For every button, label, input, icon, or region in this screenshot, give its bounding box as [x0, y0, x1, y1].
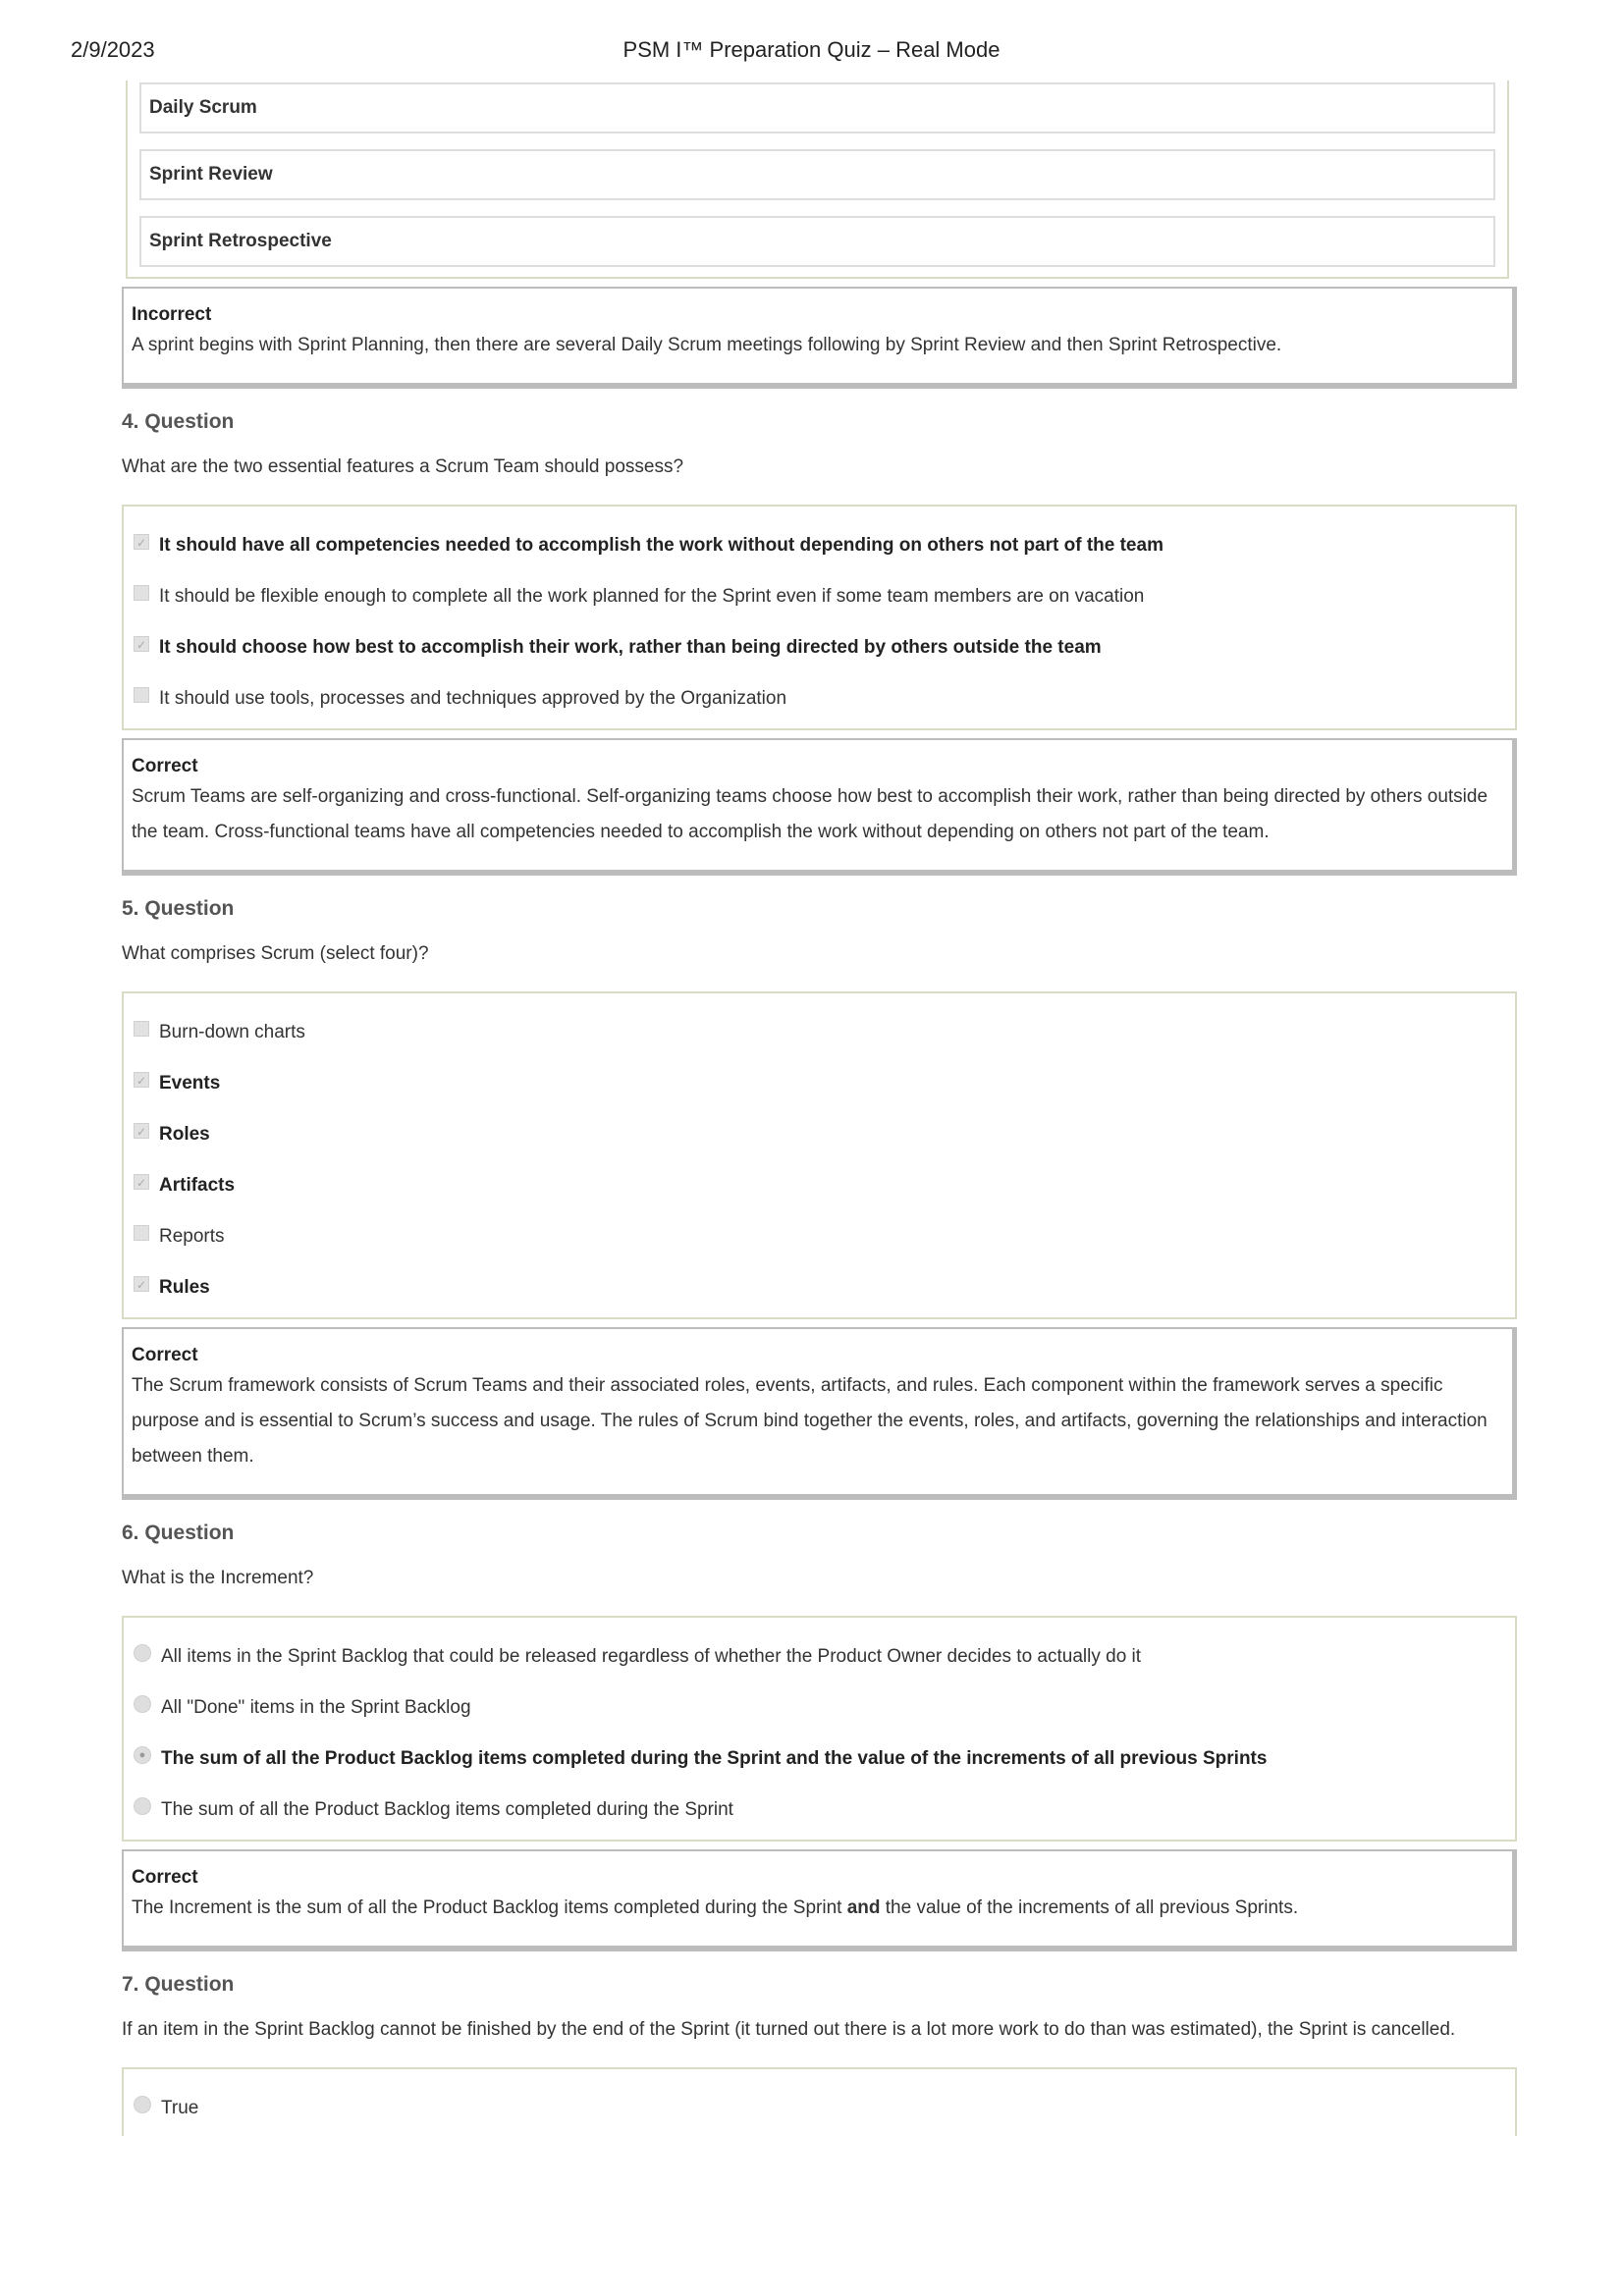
q5-text: What comprises Scrum (select four)? [122, 943, 429, 964]
radio-icon[interactable] [134, 2096, 151, 2113]
checkbox-checked-icon[interactable]: ✓ [134, 1123, 149, 1139]
print-date: 2/9/2023 [71, 37, 155, 62]
radio-icon[interactable] [134, 1695, 151, 1713]
q5-option[interactable] [134, 1160, 1505, 1211]
q4-feedback [122, 738, 1517, 876]
option-label: It should have all competencies needed to accomplish the work without depending on others not part of the team [159, 535, 1163, 556]
q3-answer-item[interactable]: Sprint Retrospective [139, 216, 1495, 267]
feedback-text [132, 1891, 1504, 1926]
q4-options [122, 505, 1517, 730]
q5-option[interactable] [134, 1109, 1505, 1160]
q3-answer-item[interactable]: Sprint Review [139, 149, 1495, 200]
feedback-text-emphasis: and [846, 1897, 881, 1918]
quiz-content [122, 80, 1517, 2136]
feedback-status: Correct [132, 1867, 198, 1888]
checkbox-icon[interactable] [134, 585, 149, 601]
feedback-text: A sprint begins with Sprint Planning, then there are several Daily Scrum meetings following by Sprint Review and then Sprint Retrospective. [132, 335, 1282, 355]
q5-title: 5. Question [122, 897, 235, 920]
feedback-text-part: The Increment is the sum of all the Product Backlog items completed during the Sprint [132, 1897, 847, 1918]
q5-option[interactable] [134, 1262, 1505, 1313]
feedback-text: The Scrum framework consists of Scrum Teams and their associated roles, events, artifacts, and rules. Each component within the framework serves a specific purpose and is essential to Scrum’s success and usage. The rules of Scrum bind together the events, roles, and artifacts, governing the relationships and interaction between them. [132, 1375, 1488, 1467]
q6-option[interactable] [134, 1682, 1505, 1734]
q7-options [122, 2067, 1517, 2136]
feedback-status: Incorrect [132, 304, 212, 325]
checkbox-checked-icon[interactable]: ✓ [134, 1072, 149, 1088]
feedback-text: Scrum Teams are self-organizing and cross-functional. Self-organizing teams choose how best to accomplish their work, rather than being directed by others outside the team. Cross-functional teams have all competencies needed to accomplish the work without depending on others not part of the team. [132, 786, 1488, 842]
q6-option[interactable] [134, 1631, 1505, 1682]
checkbox-checked-icon[interactable]: ✓ [134, 636, 149, 652]
option-label: The sum of all the Product Backlog items completed during the Sprint [161, 1799, 733, 1820]
q5-options [122, 991, 1517, 1319]
q4-title: 4. Question [122, 410, 235, 433]
feedback-status: Correct [132, 1345, 198, 1365]
q5-feedback [122, 1327, 1517, 1500]
option-label: The sum of all the Product Backlog items completed during the Sprint and the value of the increments of all previous Sprints [161, 1748, 1268, 1769]
q6-option[interactable] [134, 1734, 1505, 1785]
q6-options [122, 1616, 1517, 1842]
option-label: All items in the Sprint Backlog that could be released regardless of whether the Product Owner decides to actually do it [161, 1646, 1142, 1667]
option-label: Burn-down charts [159, 1022, 305, 1042]
checkbox-icon[interactable] [134, 687, 149, 703]
q3-answer-list [126, 80, 1509, 279]
q4-option[interactable] [134, 622, 1505, 673]
q3-feedback [122, 287, 1517, 389]
checkbox-checked-icon[interactable]: ✓ [134, 1276, 149, 1292]
q5-option[interactable] [134, 1058, 1505, 1109]
option-label: It should choose how best to accomplish their work, rather than being directed by others outside the team [159, 637, 1102, 658]
q4-option[interactable] [134, 571, 1505, 622]
checkbox-icon[interactable] [134, 1225, 149, 1241]
q4-option[interactable] [134, 520, 1505, 571]
option-label: True [161, 2098, 199, 2118]
option-label: Artifacts [159, 1175, 236, 1196]
q7-title: 7. Question [122, 1973, 235, 1996]
radio-selected-icon[interactable]: ● [134, 1746, 151, 1764]
q4-option[interactable] [134, 673, 1505, 724]
feedback-text-part: the value of the increments of all previous Sprints. [880, 1897, 1299, 1918]
q7-option[interactable] [134, 2083, 1505, 2134]
print-title: PSM I™ Preparation Quiz – Real Mode [622, 37, 1001, 62]
feedback-status: Correct [132, 756, 198, 776]
option-label: Roles [159, 1124, 210, 1145]
checkbox-checked-icon[interactable]: ✓ [134, 1174, 149, 1190]
checkbox-checked-icon[interactable]: ✓ [134, 534, 149, 550]
q6-option[interactable] [134, 1785, 1505, 1836]
option-label: It should use tools, processes and techniques approved by the Organization [159, 688, 787, 709]
radio-icon[interactable] [134, 1644, 151, 1662]
radio-icon[interactable] [134, 1797, 151, 1815]
option-label: Events [159, 1073, 221, 1094]
q5-option[interactable] [134, 1211, 1505, 1262]
option-label: Reports [159, 1226, 225, 1247]
q4-text: What are the two essential features a Scrum Team should possess? [122, 456, 684, 477]
q6-title: 6. Question [122, 1522, 235, 1544]
checkbox-icon[interactable] [134, 1021, 149, 1037]
option-label: It should be flexible enough to complete all the work planned for the Sprint even if some team members are on vacation [159, 586, 1145, 607]
q5-option[interactable] [134, 1007, 1505, 1058]
q6-feedback [122, 1849, 1517, 1951]
option-label: Rules [159, 1277, 210, 1298]
q3-answer-item[interactable]: Daily Scrum [139, 82, 1495, 133]
q6-text: What is the Increment? [122, 1568, 314, 1588]
option-label: All "Done" items in the Sprint Backlog [161, 1697, 471, 1718]
q7-text: If an item in the Sprint Backlog cannot be finished by the end of the Sprint (it turned out there is a lot more work to do than was estimated), the Sprint is cancelled. [122, 2019, 1456, 2040]
